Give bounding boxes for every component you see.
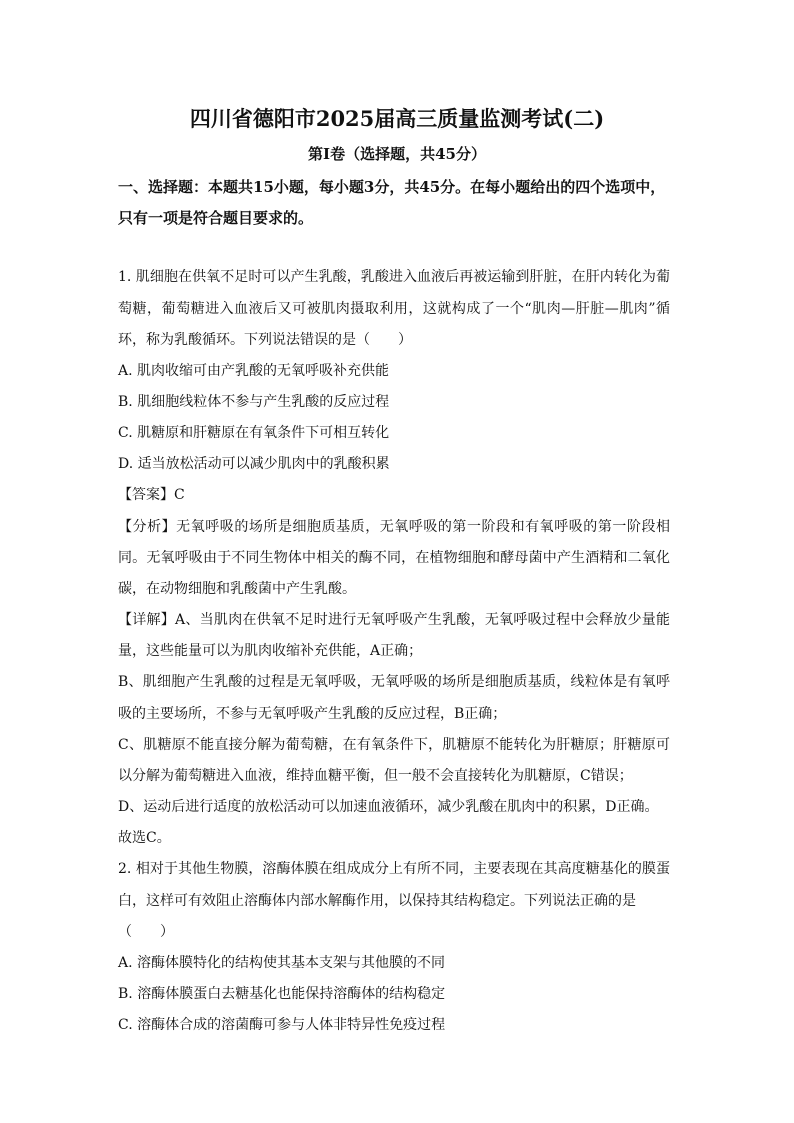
question-1-detail-line-3: B、肌细胞产生乳酸的过程是无氧呼吸，无氧呼吸的场所是细胞质基质，线粒体是有氧呼: [118, 674, 670, 690]
paper-section-title: 第Ⅰ卷（选择题，共45分）: [308, 145, 486, 163]
question-2-line-1: 2. 相对于其他生物膜，溶酶体膜在组成成分上有所不同，主要表现在其高度糖基化的膜蛋: [118, 861, 670, 877]
question-2-line-3: （ ）: [118, 924, 174, 940]
question-1-detail-line-1: 【详解】A、当肌肉在供氧不足时进行无氧呼吸产生乳酸，无氧呼吸过程中会释放少量能: [118, 612, 670, 628]
question-2-option-c: C. 溶酶体合成的溶菌酶可参与人体非特异性免疫过程: [118, 1017, 446, 1033]
exam-title: 四川省德阳市2025届高三质量监测考试(二): [189, 106, 605, 131]
question-1-option-a: A. 肌肉收缩可由产乳酸的无氧呼吸补充供能: [118, 363, 390, 379]
question-1-analysis-line-3: 碳，在动物细胞和乳酸菌中产生乳酸。: [118, 581, 356, 597]
question-1-option-b: B. 肌细胞线粒体不参与产生乳酸的反应过程: [118, 394, 390, 410]
question-2-option-a: A. 溶酶体膜特化的结构使其基本支架与其他膜的不同: [118, 955, 446, 971]
question-1-line-2: 萄糖，葡萄糖进入血液后又可被肌肉摄取利用，这就构成了一个“肌肉—肝脏—肌肉”循: [118, 301, 670, 317]
question-1-answer: 【答案】C: [118, 487, 185, 503]
question-1-detail-line-2: 量，这些能量可以为肌肉收缩补充供能，A正确；: [118, 643, 423, 659]
question-1-line-1: 1. 肌细胞在供氧不足时可以产生乳酸，乳酸进入血液后再被运输到肝脏，在肝内转化为葡: [118, 269, 670, 285]
question-1-analysis-line-1: 【分析】无氧呼吸的场所是细胞质基质，无氧呼吸的第一阶段和有氧呼吸的第一阶段相: [118, 519, 670, 535]
question-1-detail-line-6: 以分解为葡萄糖进入血液，维持血糖平衡，但一般不会直接转化为肌糖原，C错误；: [118, 768, 633, 784]
question-1-option-d: D. 适当放松活动可以减少肌肉中的乳酸积累: [118, 456, 390, 472]
section-heading: 一、选择题：本题共15小题，每小题3分，共45分。在每小题给出的四个选项中，只有一项是符合题目要求的。: [118, 178, 666, 227]
question-2-line-2: 白，这样可有效阻止溶酶体内部水解酶作用，以保持其结构稳定。下列说法正确的是: [118, 893, 636, 909]
question-1-detail-line-7: D、运动后进行适度的放松活动可以加速血液循环，减少乳酸在肌肉中的积累，D正确。: [118, 799, 659, 815]
question-1-detail-line-8: 故选C。: [118, 830, 171, 846]
question-2-option-b: B. 溶酶体膜蛋白去糖基化也能保持溶酶体的结构稳定: [118, 986, 446, 1002]
question-1-analysis-line-2: 同。无氧呼吸由于不同生物体中相关的酶不同，在植物细胞和酵母菌中产生酒精和二氧化: [118, 550, 670, 566]
question-1-detail-line-5: C、肌糖原不能直接分解为葡萄糖，在有氧条件下，肌糖原不能转化为肝糖原；肝糖原可: [118, 737, 670, 753]
question-1-option-c: C. 肌糖原和肝糖原在有氧条件下可相互转化: [118, 425, 390, 441]
question-1-detail-line-4: 吸的主要场所，不参与无氧呼吸产生乳酸的反应过程，B正确；: [118, 706, 507, 722]
question-1-line-3: 环，称为乳酸循环。下列说法错误的是（ ）: [118, 332, 412, 348]
